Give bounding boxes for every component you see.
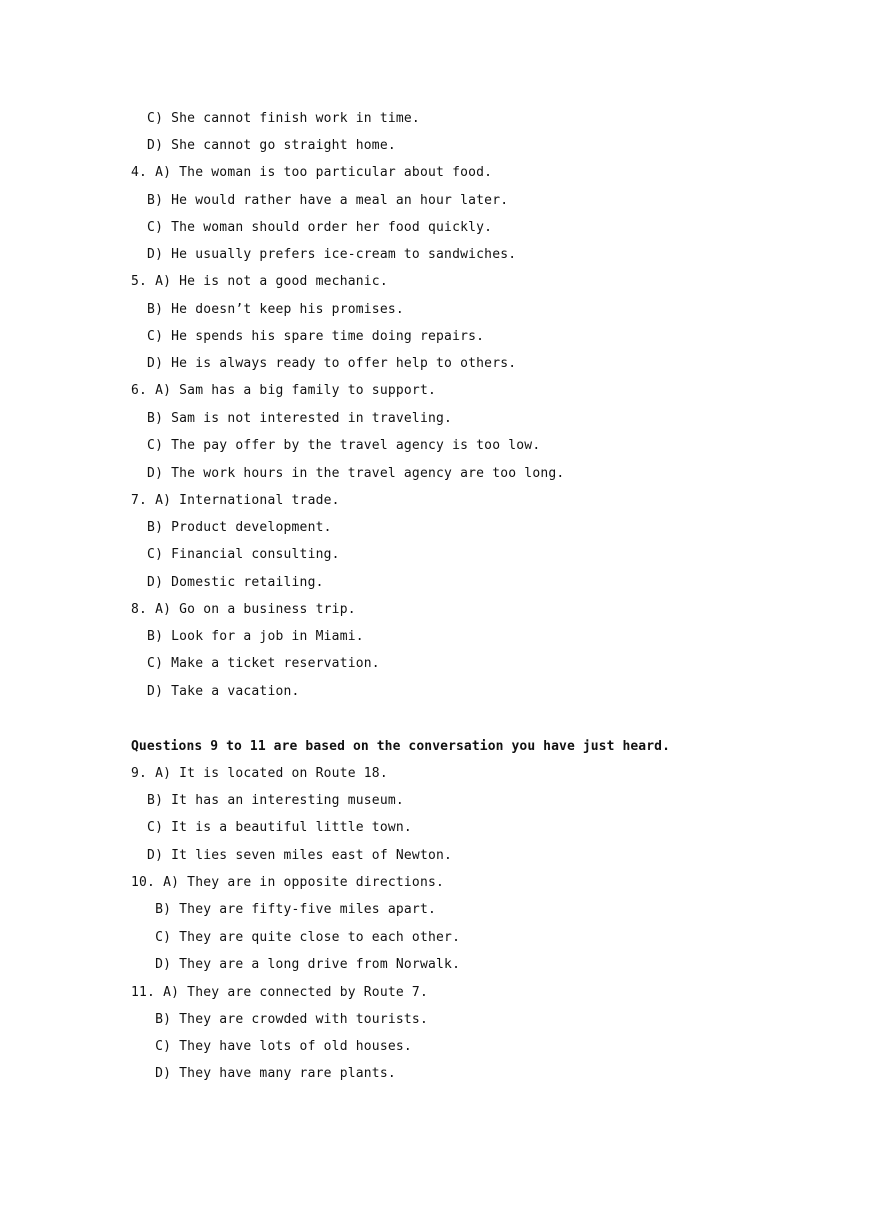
question-6-option-c: C) The pay offer by the travel agency is too low. [131, 438, 541, 453]
question-10-option-d: D) They are a long drive from Norwalk. [131, 957, 461, 972]
question-5-option-c: C) He spends his spare time doing repairs. [131, 329, 485, 344]
question-5-option-d: D) He is always ready to offer help to others. [131, 356, 517, 371]
question-11-option-b: B) They are crowded with tourists. [131, 1012, 428, 1027]
question-11-option-c: C) They have lots of old houses. [131, 1039, 412, 1054]
question-7-option-d: D) Domestic retailing. [131, 575, 324, 590]
question-4-option-a: 4. A) The woman is too particular about food. [131, 165, 493, 180]
question-6-option-b: B) Sam is not interested in traveling. [131, 411, 453, 426]
question-9-option-b: B) It has an interesting museum. [131, 793, 404, 808]
question-5-option-a: 5. A) He is not a good mechanic. [131, 274, 388, 289]
question-9-option-c: C) It is a beautiful little town. [131, 820, 412, 835]
question-4-option-b: B) He would rather have a meal an hour later. [131, 193, 509, 208]
question-7-option-b: B) Product development. [131, 520, 332, 535]
question-10-option-a: 10. A) They are in opposite directions. [131, 875, 445, 890]
question-6-option-d: D) The work hours in the travel agency are too long. [131, 466, 565, 481]
question-7-option-a: 7. A) International trade. [131, 493, 340, 508]
question-11-option-a: 11. A) They are connected by Route 7. [131, 985, 428, 1000]
section-heading: Questions 9 to 11 are based on the conversation you have just heard. [131, 739, 671, 754]
question-5-option-b: B) He doesn’t keep his promises. [131, 302, 404, 317]
question-8-option-d: D) Take a vacation. [131, 684, 300, 699]
question-10-option-b: B) They are fifty-five miles apart. [131, 902, 437, 917]
question-4-option-d: D) He usually prefers ice-cream to sandwiches. [131, 247, 517, 262]
question-4-option-c: C) The woman should order her food quickly. [131, 220, 493, 235]
question-9-option-d: D) It lies seven miles east of Newton. [131, 848, 453, 863]
question-7-option-c: C) Financial consulting. [131, 547, 340, 562]
question-9-option-a: 9. A) It is located on Route 18. [131, 766, 388, 781]
question-10-option-c: C) They are quite close to each other. [131, 930, 461, 945]
answer-option-3c: C) She cannot finish work in time. [131, 111, 420, 126]
question-11-option-d: D) They have many rare plants. [131, 1066, 396, 1081]
question-6-option-a: 6. A) Sam has a big family to support. [131, 383, 437, 398]
question-8-option-a: 8. A) Go on a business trip. [131, 602, 356, 617]
question-8-option-b: B) Look for a job in Miami. [131, 629, 364, 644]
answer-option-3d: D) She cannot go straight home. [131, 138, 396, 153]
question-8-option-c: C) Make a ticket reservation. [131, 656, 380, 671]
